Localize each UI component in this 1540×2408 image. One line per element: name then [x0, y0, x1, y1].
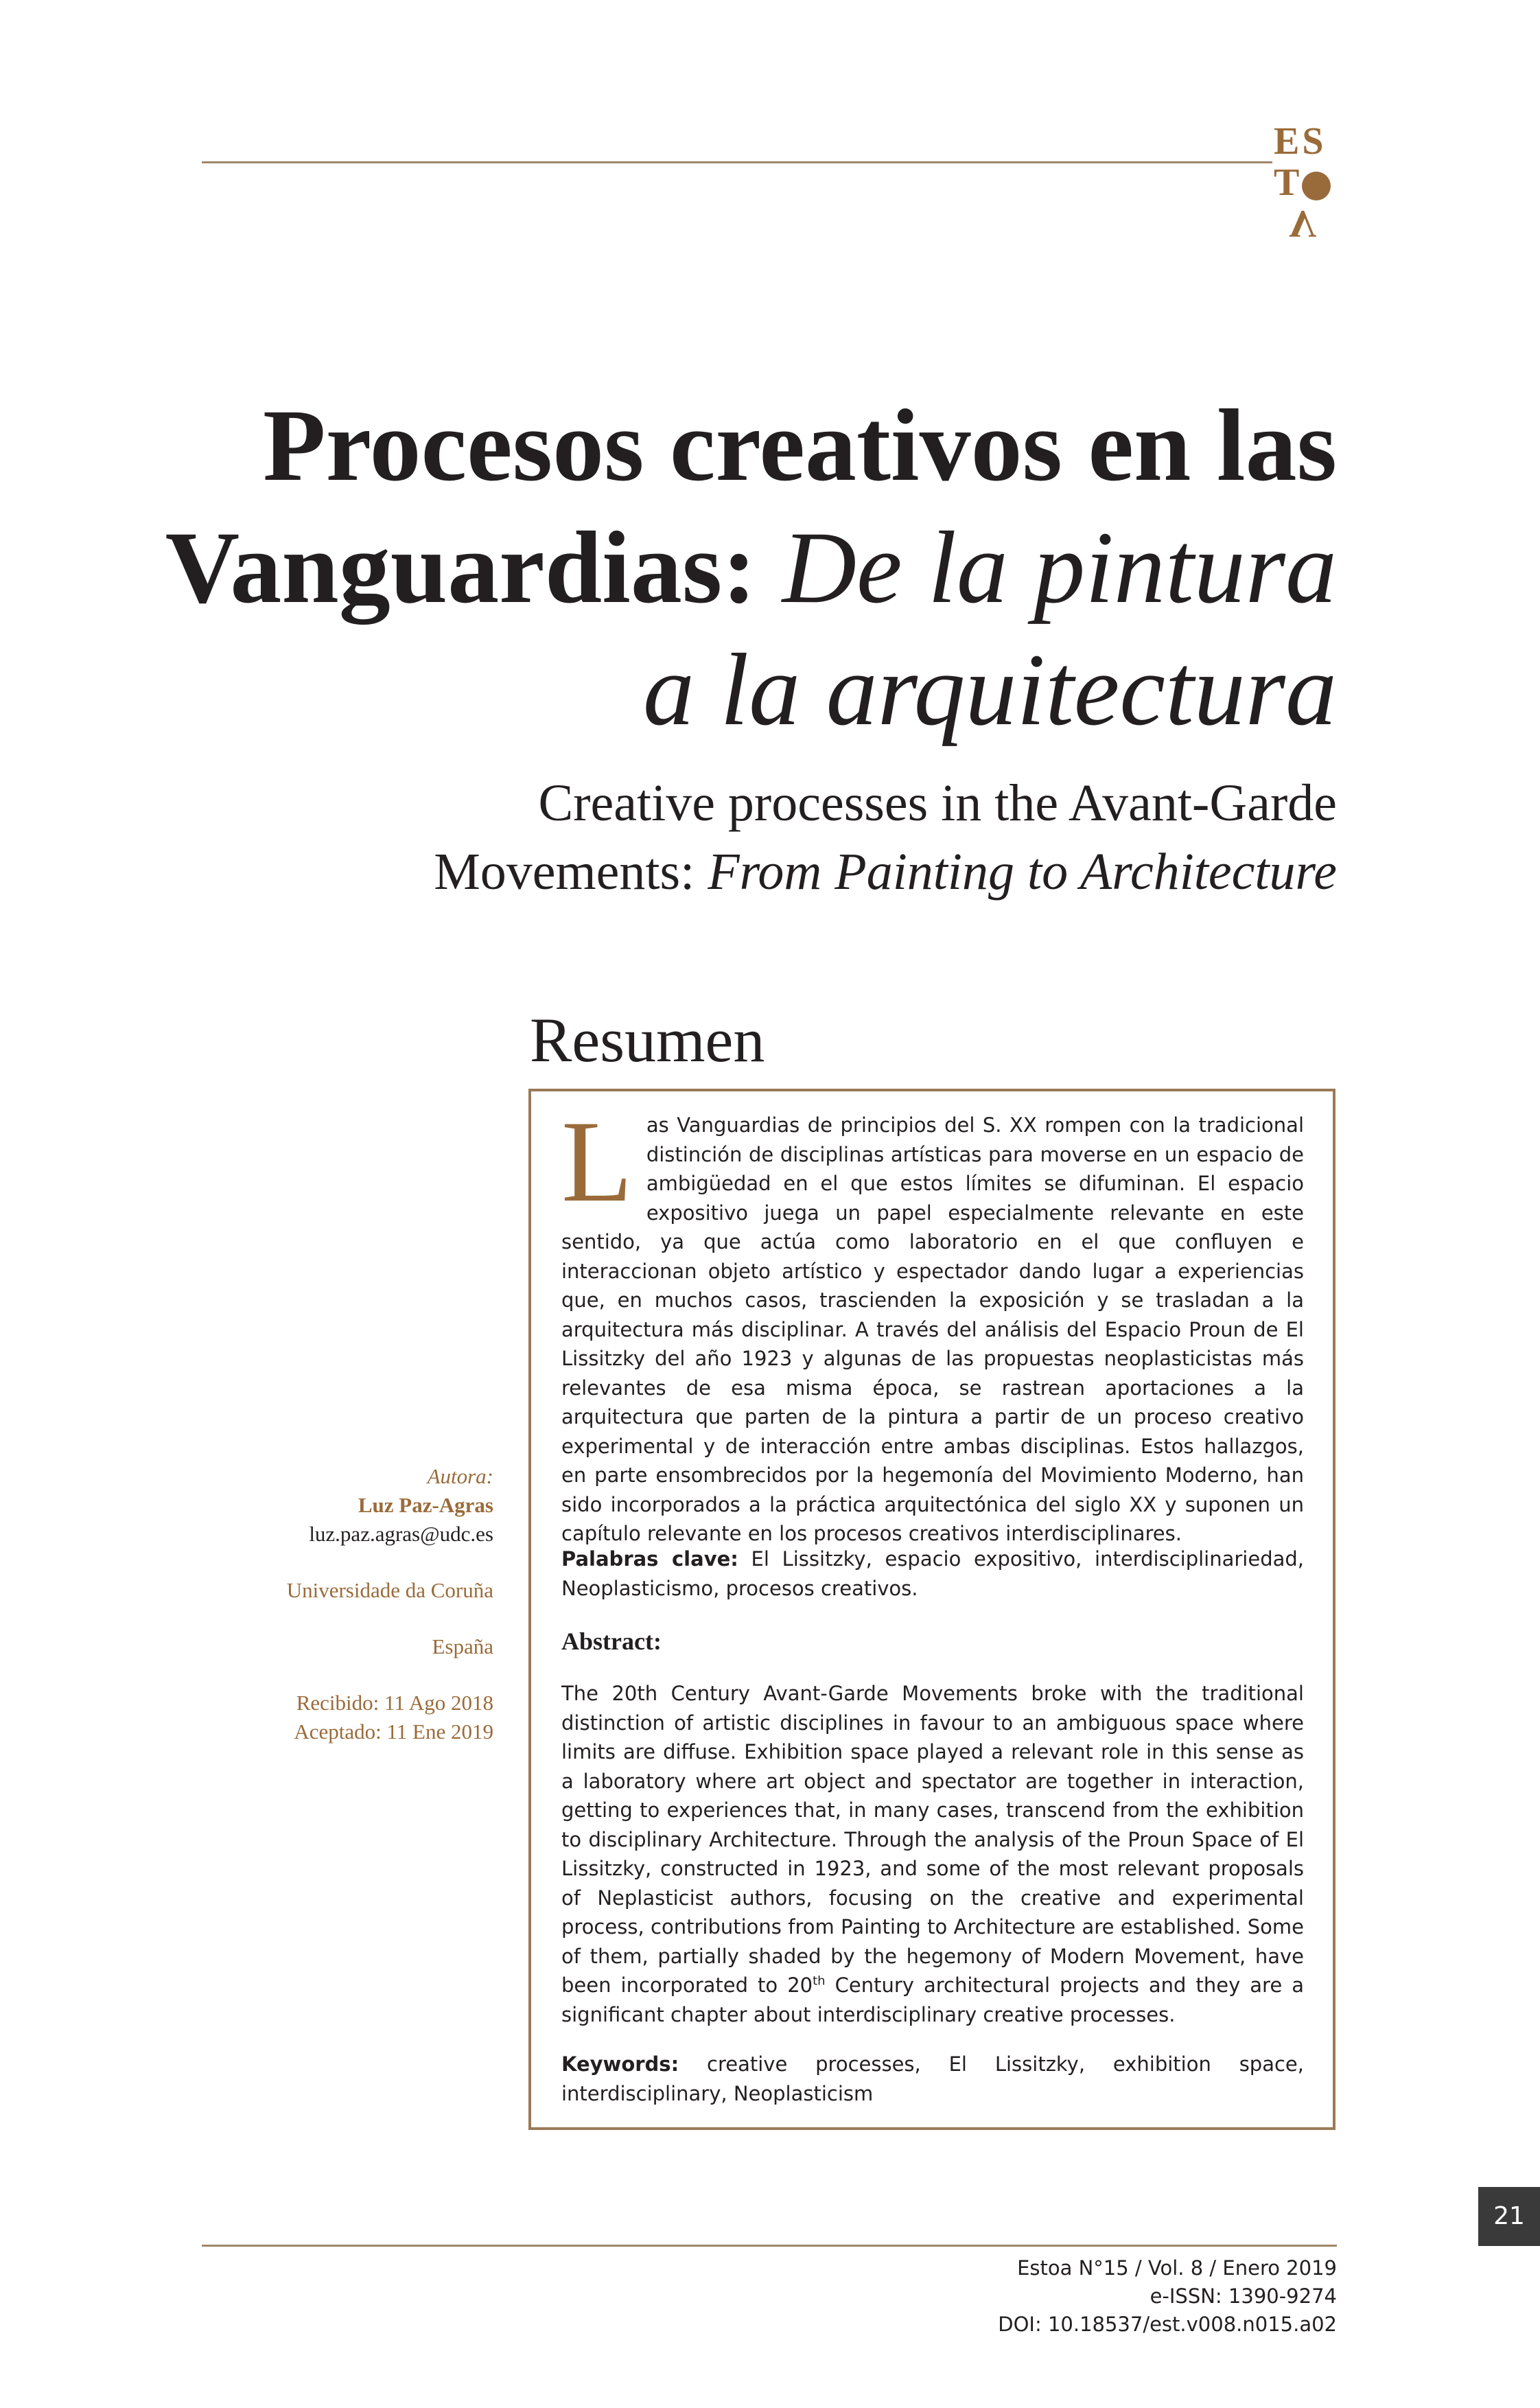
- keywords-es-label: Palabras clave:: [561, 1547, 738, 1571]
- author-label: Autora:: [427, 1464, 493, 1488]
- title-line-1: Procesos creativos en las: [263, 389, 1337, 502]
- journal-logo: [1274, 122, 1337, 246]
- title-line-3: a la arquitectura: [642, 633, 1337, 747]
- logo-row-es: ES: [1274, 120, 1327, 163]
- logo-row-to: [1274, 163, 1337, 202]
- footer-eissn: e-ISSN: 1390-9274: [1150, 2284, 1337, 2308]
- footer-info: [719, 2254, 1337, 2339]
- abstract-paragraph: The 20th Century Avant-Garde Movements broke with the traditional distinction of artistic disciplines in favour to an ambiguous space where limits are diffuse. Exhibition space played a relevant role in this sense as a laboratory where art object and spectator are together in interaction, getting to experiences that, in many cases, transcend from the exhibition to disciplinary Architecture. Through the analysis of the Proun Space of El Lissitzky, constructed in 1923, and some of the most relevant proposals of Neplasticist authors, focusing on the creative and experimental process, contributions from Painting to Architecture are established. Some of them, partially shaded by the hegemony of Modern Movement, have been incorporated to 20th Century architectural projects and they are a significant chapter about interdisciplinary creative processes.: [561, 1682, 1304, 2026]
- abstract-heading: Abstract:: [561, 1628, 662, 1655]
- article-title: [102, 384, 1337, 751]
- page-number: 21: [1478, 2187, 1540, 2246]
- resumen-heading: Resumen: [530, 1005, 765, 1075]
- keywords-es-text: El Lissitzky, espacio expositivo, interdisciplinariedad, Neoplasticismo, procesos creativos.: [561, 1547, 1304, 1600]
- keywords-es: [561, 1544, 1304, 1603]
- resumen-body: as Vanguardias de principios del S. XX rompen con la tradicional distinción de disciplinas artísticas para moverse en un espacio de ambigüedad en el que estos límites se difuminan. El espacio expositivo juega un papel especialmente relevante en este sentido, ya que actúa como laboratorio en el que confluyen e interaccionan objeto artístico y espectador dando lugar a experiencias que, en muchos casos, trascienden la exposición y se trasladan a la arquitectura más disciplinar. A través del análisis del Espacio Proun de El Lissitzky del año 1923 y algunas de las propuestas neoplasticistas más relevantes de esa misma época, se rastrean aportaciones a la arquitectura que parten de la pintura a partir de un proceso creativo experimental y de interacción entre ambas disciplinas. Estos hallazgos, en parte ensombrecidos por la hegemonía del Movimiento Moderno, han sido incorporados a la práctica arquitectónica del siglo XX y suponen un capítulo relevante en los procesos creativos interdisciplinares.: [561, 1113, 1304, 1545]
- article-subtitle: [102, 769, 1337, 906]
- logo-row-a: V: [1289, 202, 1317, 245]
- abstract-box: [528, 1089, 1335, 2130]
- subtitle-line-2: Movements: From Painting to Architecture: [434, 843, 1337, 901]
- logo-dot-icon: [1302, 172, 1331, 200]
- keywords-en-label: Keywords:: [561, 2052, 679, 2076]
- author-email: luz.paz.agras@udc.es: [309, 1522, 493, 1546]
- author-institution: Universidade da Coruña: [286, 1578, 493, 1602]
- footer-doi: DOI: 10.18537/est.v008.n015.a02: [998, 2313, 1337, 2336]
- resumen-paragraph: [561, 1097, 1304, 1549]
- header-rule: [202, 161, 1272, 163]
- logo-letter-t: T: [1274, 161, 1300, 204]
- keywords-en: [561, 2050, 1304, 2108]
- keywords-en-text: creative processes, El Lissitzky, exhibition space, interdisciplinary, Neoplasticism: [561, 2052, 1304, 2105]
- subtitle-line-1: Creative processes in the Avant-Garde: [538, 774, 1337, 832]
- received-date: Recibido: 11 Ago 2018: [296, 1691, 493, 1715]
- footer-issue: Estoa N°15 / Vol. 8 / Enero 2019: [1017, 2256, 1337, 2280]
- footer-rule: [202, 2245, 1337, 2247]
- title-line-2: Vanguardias: De la pintura: [165, 511, 1337, 625]
- drop-cap: L: [561, 1097, 633, 1226]
- author-info: [150, 1462, 493, 1746]
- accepted-date: Aceptado: 11 Ene 2019: [294, 1720, 493, 1744]
- author-name: Luz Paz-Agras: [358, 1493, 493, 1517]
- author-country: España: [432, 1634, 493, 1658]
